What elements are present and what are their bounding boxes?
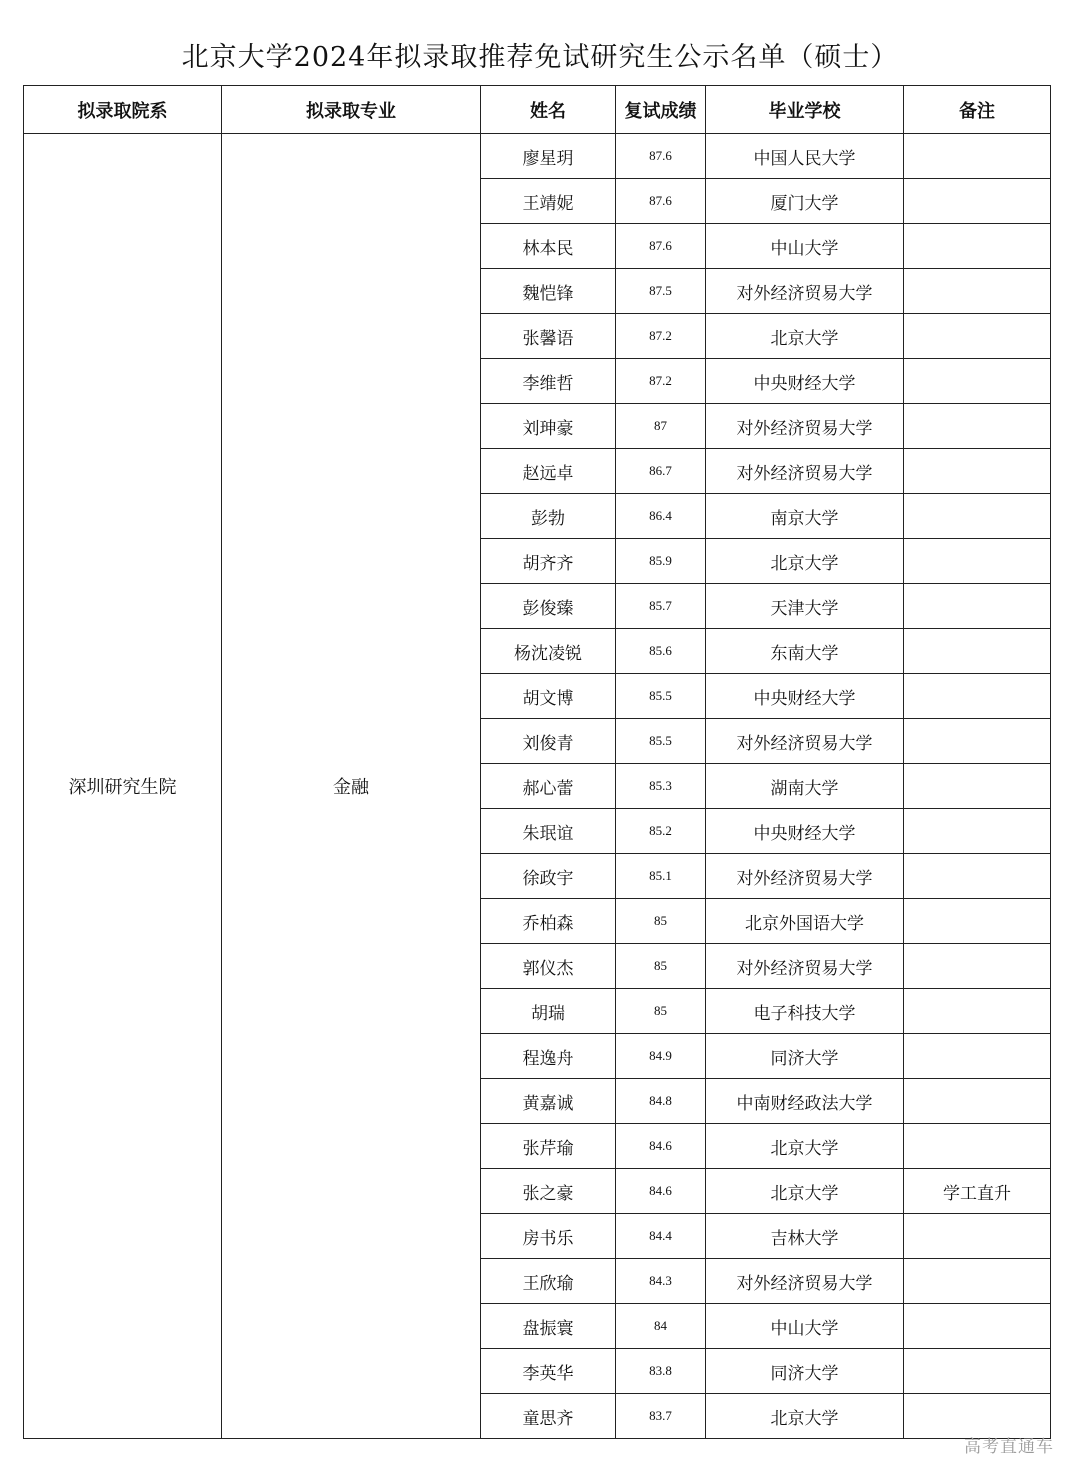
school-cell: 中南财经政法大学 bbox=[706, 1079, 904, 1124]
score-cell: 85.7 bbox=[616, 584, 706, 629]
school-cell: 东南大学 bbox=[706, 629, 904, 674]
header-note: 备注 bbox=[904, 86, 1051, 134]
name-cell: 彭俊臻 bbox=[481, 584, 616, 629]
score-cell: 87.2 bbox=[616, 359, 706, 404]
school-cell: 中央财经大学 bbox=[706, 674, 904, 719]
header-department: 拟录取院系 bbox=[24, 86, 222, 134]
note-cell bbox=[904, 944, 1051, 989]
school-cell: 北京大学 bbox=[706, 314, 904, 359]
school-cell: 对外经济贸易大学 bbox=[706, 854, 904, 899]
score-cell: 85.1 bbox=[616, 854, 706, 899]
watermark: 高考直通车 bbox=[964, 1437, 1054, 1457]
school-cell: 对外经济贸易大学 bbox=[706, 404, 904, 449]
score-cell: 87.6 bbox=[616, 134, 706, 179]
school-cell: 对外经济贸易大学 bbox=[706, 1259, 904, 1304]
school-cell: 中山大学 bbox=[706, 1304, 904, 1349]
school-cell: 对外经济贸易大学 bbox=[706, 719, 904, 764]
header-score: 复试成绩 bbox=[616, 86, 706, 134]
table-header-row bbox=[24, 86, 1051, 134]
name-cell: 李英华 bbox=[481, 1349, 616, 1394]
name-cell: 乔柏森 bbox=[481, 899, 616, 944]
name-cell: 廖星玥 bbox=[481, 134, 616, 179]
note-cell bbox=[904, 359, 1051, 404]
header-name: 姓名 bbox=[481, 86, 616, 134]
school-cell: 厦门大学 bbox=[706, 179, 904, 224]
admission-table bbox=[23, 85, 1051, 1439]
note-cell bbox=[904, 584, 1051, 629]
note-cell bbox=[904, 404, 1051, 449]
score-cell: 85.6 bbox=[616, 629, 706, 674]
school-cell: 中山大学 bbox=[706, 224, 904, 269]
name-cell: 胡瑞 bbox=[481, 989, 616, 1034]
note-cell bbox=[904, 494, 1051, 539]
score-cell: 85.5 bbox=[616, 719, 706, 764]
name-cell: 李维哲 bbox=[481, 359, 616, 404]
name-cell: 童思齐 bbox=[481, 1394, 616, 1439]
name-cell: 王靖妮 bbox=[481, 179, 616, 224]
name-cell: 徐政宇 bbox=[481, 854, 616, 899]
name-cell: 胡文博 bbox=[481, 674, 616, 719]
name-cell: 刘珅豪 bbox=[481, 404, 616, 449]
score-cell: 87 bbox=[616, 404, 706, 449]
school-cell: 同济大学 bbox=[706, 1349, 904, 1394]
score-cell: 87.6 bbox=[616, 179, 706, 224]
name-cell: 林本民 bbox=[481, 224, 616, 269]
school-cell: 中国人民大学 bbox=[706, 134, 904, 179]
note-cell bbox=[904, 899, 1051, 944]
school-cell: 天津大学 bbox=[706, 584, 904, 629]
department-cell: 深圳研究生院 bbox=[24, 134, 222, 1439]
note-cell bbox=[904, 539, 1051, 584]
name-cell: 郭仪杰 bbox=[481, 944, 616, 989]
name-cell: 杨沈凌锐 bbox=[481, 629, 616, 674]
note-cell bbox=[904, 1124, 1051, 1169]
score-cell: 87.2 bbox=[616, 314, 706, 359]
score-cell: 84 bbox=[616, 1304, 706, 1349]
note-cell bbox=[904, 224, 1051, 269]
score-cell: 84.6 bbox=[616, 1124, 706, 1169]
score-cell: 86.7 bbox=[616, 449, 706, 494]
name-cell: 张之豪 bbox=[481, 1169, 616, 1214]
score-cell: 87.6 bbox=[616, 224, 706, 269]
score-cell: 84.6 bbox=[616, 1169, 706, 1214]
score-cell: 86.4 bbox=[616, 494, 706, 539]
score-cell: 85.2 bbox=[616, 809, 706, 854]
name-cell: 王欣瑜 bbox=[481, 1259, 616, 1304]
school-cell: 电子科技大学 bbox=[706, 989, 904, 1034]
name-cell: 朱珉谊 bbox=[481, 809, 616, 854]
note-cell bbox=[904, 809, 1051, 854]
school-cell: 北京大学 bbox=[706, 539, 904, 584]
name-cell: 刘俊青 bbox=[481, 719, 616, 764]
note-cell bbox=[904, 674, 1051, 719]
school-cell: 对外经济贸易大学 bbox=[706, 269, 904, 314]
name-cell: 郝心蕾 bbox=[481, 764, 616, 809]
school-cell: 北京大学 bbox=[706, 1394, 904, 1439]
note-cell bbox=[904, 854, 1051, 899]
note-cell bbox=[904, 1304, 1051, 1349]
name-cell: 程逸舟 bbox=[481, 1034, 616, 1079]
major-cell: 金融 bbox=[222, 134, 481, 1439]
score-cell: 85.5 bbox=[616, 674, 706, 719]
note-cell bbox=[904, 1259, 1051, 1304]
name-cell: 盘振寰 bbox=[481, 1304, 616, 1349]
score-cell: 85.3 bbox=[616, 764, 706, 809]
score-cell: 84.9 bbox=[616, 1034, 706, 1079]
name-cell: 黄嘉诚 bbox=[481, 1079, 616, 1124]
school-cell: 中央财经大学 bbox=[706, 359, 904, 404]
score-cell: 83.7 bbox=[616, 1394, 706, 1439]
score-cell: 84.4 bbox=[616, 1214, 706, 1259]
note-cell bbox=[904, 1349, 1051, 1394]
note-cell bbox=[904, 179, 1051, 224]
note-cell bbox=[904, 764, 1051, 809]
score-cell: 83.8 bbox=[616, 1349, 706, 1394]
score-cell: 85.9 bbox=[616, 539, 706, 584]
score-cell: 87.5 bbox=[616, 269, 706, 314]
table-body bbox=[24, 134, 1051, 1439]
note-cell bbox=[904, 1079, 1051, 1124]
name-cell: 张馨语 bbox=[481, 314, 616, 359]
name-cell: 赵远卓 bbox=[481, 449, 616, 494]
score-cell: 85 bbox=[616, 944, 706, 989]
school-cell: 北京大学 bbox=[706, 1124, 904, 1169]
header-school: 毕业学校 bbox=[706, 86, 904, 134]
name-cell: 张芹瑜 bbox=[481, 1124, 616, 1169]
note-cell bbox=[904, 314, 1051, 359]
school-cell: 北京外国语大学 bbox=[706, 899, 904, 944]
score-cell: 85 bbox=[616, 989, 706, 1034]
school-cell: 南京大学 bbox=[706, 494, 904, 539]
note-cell bbox=[904, 1034, 1051, 1079]
score-cell: 84.8 bbox=[616, 1079, 706, 1124]
note-cell bbox=[904, 1214, 1051, 1259]
table-row bbox=[24, 134, 1051, 179]
note-cell bbox=[904, 134, 1051, 179]
note-cell bbox=[904, 989, 1051, 1034]
note-cell bbox=[904, 719, 1051, 764]
school-cell: 中央财经大学 bbox=[706, 809, 904, 854]
note-cell bbox=[904, 449, 1051, 494]
school-cell: 吉林大学 bbox=[706, 1214, 904, 1259]
header-major: 拟录取专业 bbox=[222, 86, 481, 134]
name-cell: 胡齐齐 bbox=[481, 539, 616, 584]
score-cell: 84.3 bbox=[616, 1259, 706, 1304]
school-cell: 北京大学 bbox=[706, 1169, 904, 1214]
school-cell: 对外经济贸易大学 bbox=[706, 449, 904, 494]
name-cell: 彭勃 bbox=[481, 494, 616, 539]
name-cell: 魏恺锋 bbox=[481, 269, 616, 314]
school-cell: 同济大学 bbox=[706, 1034, 904, 1079]
name-cell: 房书乐 bbox=[481, 1214, 616, 1259]
note-cell bbox=[904, 269, 1051, 314]
note-cell bbox=[904, 629, 1051, 674]
page-title: 北京大学2024年拟录取推荐免试研究生公示名单（硕士） bbox=[181, 42, 899, 73]
school-cell: 湖南大学 bbox=[706, 764, 904, 809]
school-cell: 对外经济贸易大学 bbox=[706, 944, 904, 989]
score-cell: 85 bbox=[616, 899, 706, 944]
note-cell: 学工直升 bbox=[904, 1169, 1051, 1214]
